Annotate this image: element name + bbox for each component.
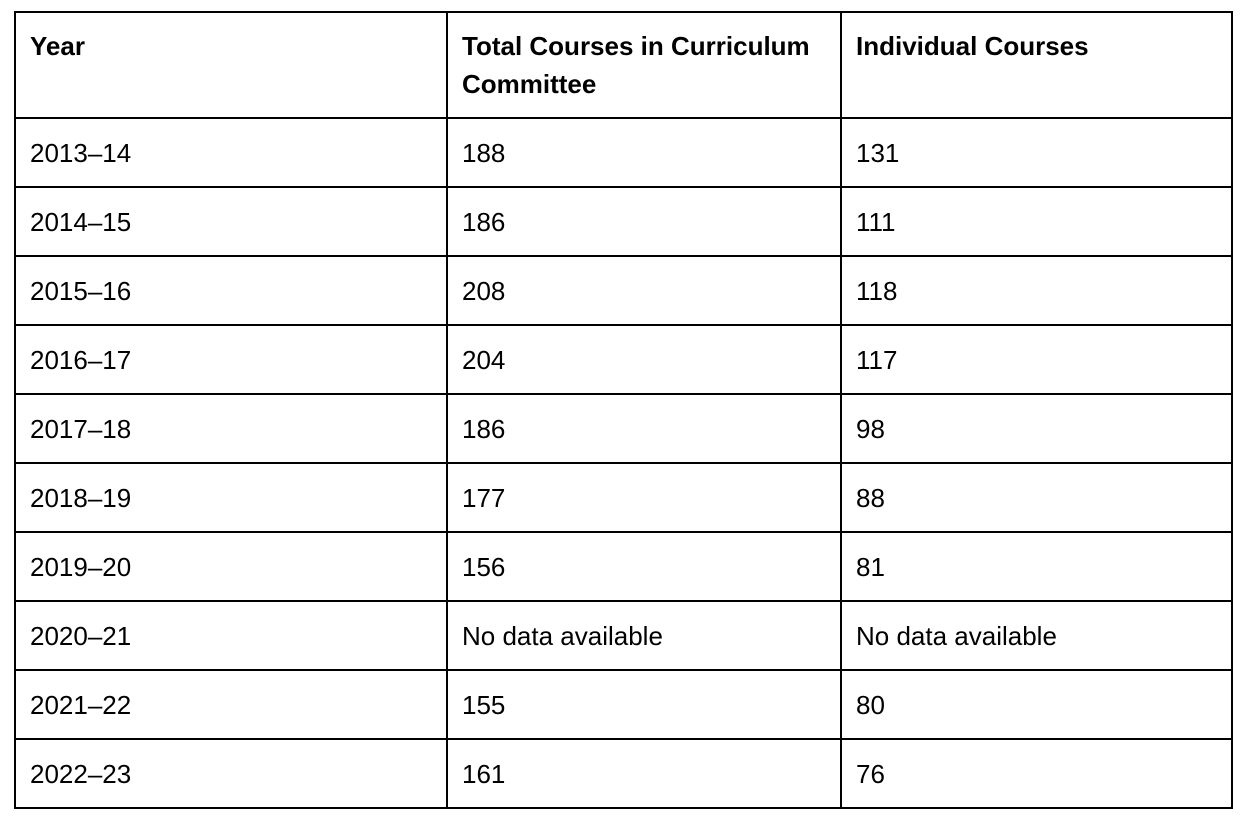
cell-year: 2018–19 bbox=[15, 463, 447, 532]
table-row bbox=[15, 463, 1232, 532]
cell-year: 2014–15 bbox=[15, 187, 447, 256]
cell-total-courses: 177 bbox=[447, 463, 841, 532]
table-row bbox=[15, 532, 1232, 601]
cell-individual-courses: 117 bbox=[841, 325, 1232, 394]
cell-year: 2021–22 bbox=[15, 670, 447, 739]
table-row bbox=[15, 394, 1232, 463]
cell-total-courses: 156 bbox=[447, 532, 841, 601]
courses-table bbox=[14, 11, 1233, 809]
cell-total-courses: No data available bbox=[447, 601, 841, 670]
cell-individual-courses: 76 bbox=[841, 739, 1232, 808]
table-header-row bbox=[15, 12, 1232, 118]
cell-total-courses: 161 bbox=[447, 739, 841, 808]
table-row bbox=[15, 601, 1232, 670]
table-row bbox=[15, 187, 1232, 256]
cell-individual-courses: 81 bbox=[841, 532, 1232, 601]
table-row bbox=[15, 670, 1232, 739]
cell-total-courses: 204 bbox=[447, 325, 841, 394]
cell-year: 2015–16 bbox=[15, 256, 447, 325]
cell-individual-courses: 131 bbox=[841, 118, 1232, 187]
cell-individual-courses: No data available bbox=[841, 601, 1232, 670]
cell-year: 2020–21 bbox=[15, 601, 447, 670]
cell-total-courses: 186 bbox=[447, 187, 841, 256]
table-row bbox=[15, 325, 1232, 394]
cell-total-courses: 208 bbox=[447, 256, 841, 325]
cell-individual-courses: 111 bbox=[841, 187, 1232, 256]
cell-individual-courses: 118 bbox=[841, 256, 1232, 325]
table-row bbox=[15, 256, 1232, 325]
table-row bbox=[15, 118, 1232, 187]
cell-total-courses: 186 bbox=[447, 394, 841, 463]
table-row bbox=[15, 739, 1232, 808]
cell-year: 2016–17 bbox=[15, 325, 447, 394]
cell-year: 2017–18 bbox=[15, 394, 447, 463]
cell-individual-courses: 98 bbox=[841, 394, 1232, 463]
cell-year: 2022–23 bbox=[15, 739, 447, 808]
cell-year: 2013–14 bbox=[15, 118, 447, 187]
header-year: Year bbox=[15, 12, 447, 118]
cell-total-courses: 155 bbox=[447, 670, 841, 739]
cell-year: 2019–20 bbox=[15, 532, 447, 601]
cell-individual-courses: 88 bbox=[841, 463, 1232, 532]
header-individual-courses: Individual Courses bbox=[841, 12, 1232, 118]
header-total-courses: Total Courses in Curriculum Committee bbox=[447, 12, 841, 118]
cell-individual-courses: 80 bbox=[841, 670, 1232, 739]
cell-total-courses: 188 bbox=[447, 118, 841, 187]
